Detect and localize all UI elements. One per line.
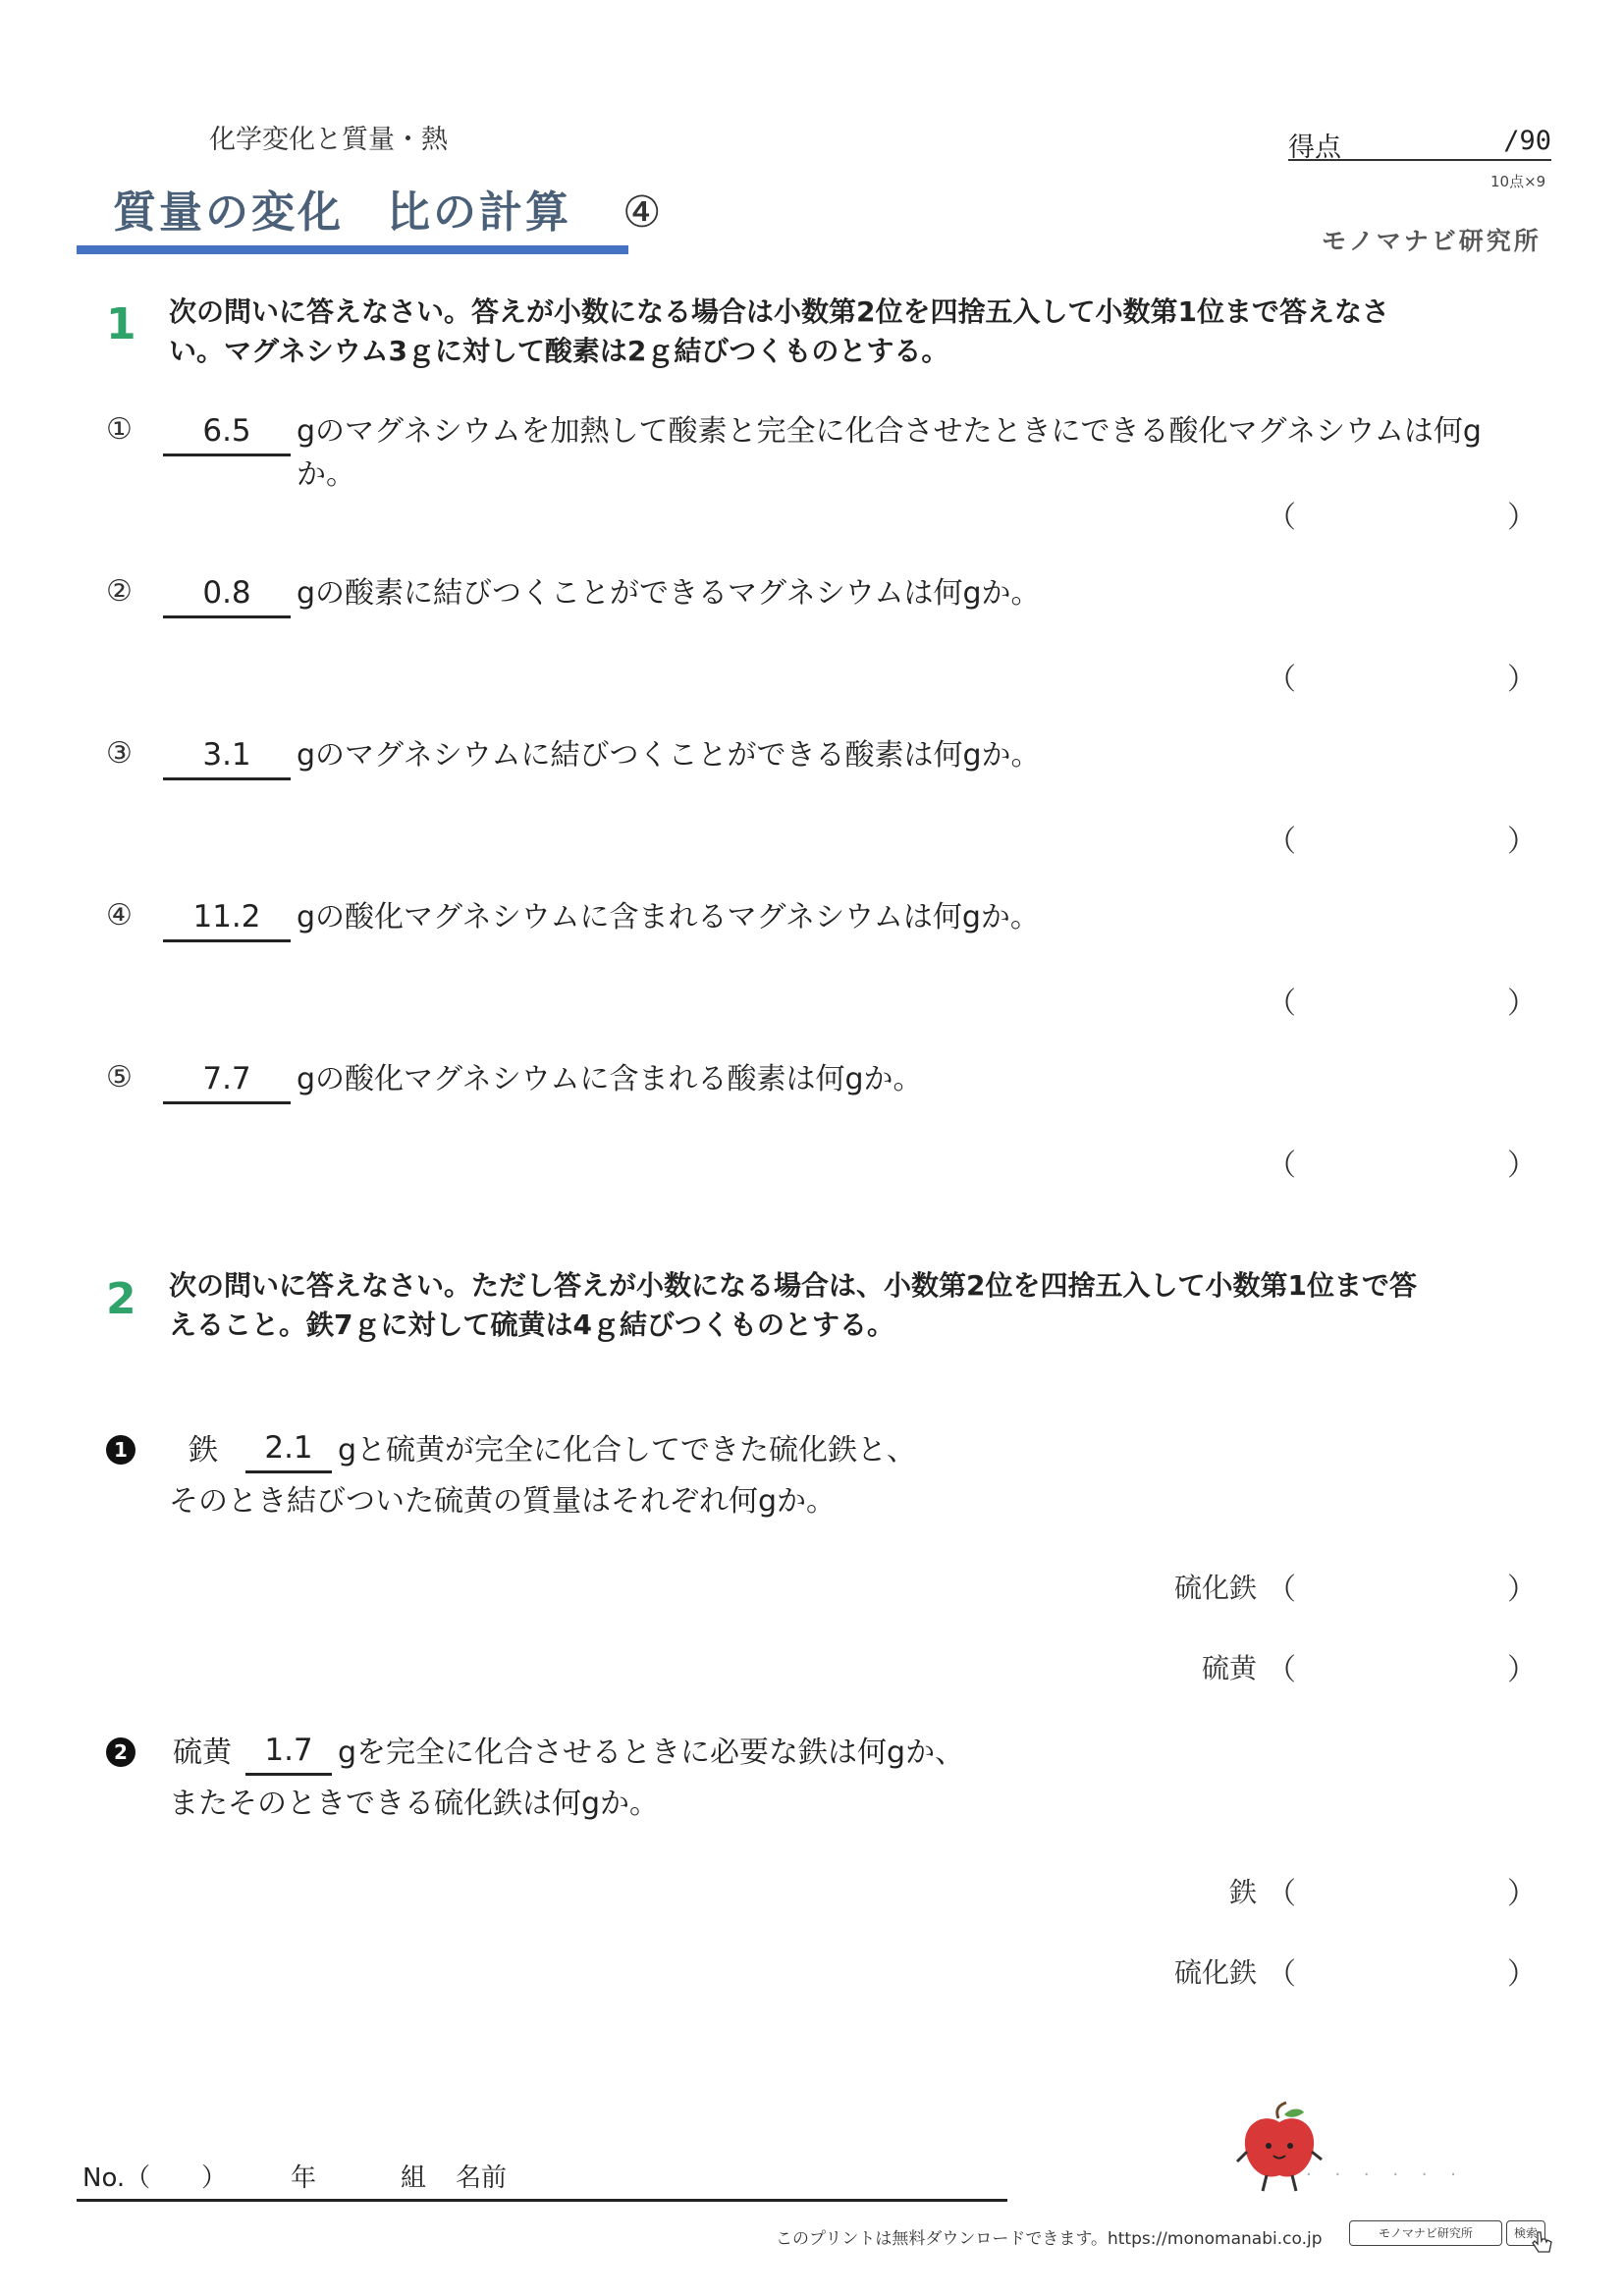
question-number: ② xyxy=(106,574,133,609)
answer-open-paren: （ xyxy=(1267,987,1296,1021)
given-value: 11.2 xyxy=(163,894,291,942)
score-box xyxy=(1288,126,1551,161)
answer-open-paren: （ xyxy=(1267,825,1296,859)
answer-field[interactable] xyxy=(1306,655,1502,694)
answer-open-paren: （ xyxy=(1267,1148,1296,1183)
title-number: ④ xyxy=(623,187,665,238)
section1-line2: い。マグネシウム3ｇに対して酸素は2ｇ結びつくものとする。 xyxy=(169,335,949,367)
question-text: gの酸素に結びつくことができるマグネシウムは何gか。 xyxy=(297,576,1041,611)
section2-instructions xyxy=(169,1266,1543,1345)
answer-field[interactable] xyxy=(1306,979,1502,1018)
answer-label-iron-sulfide: 硫化鉄 xyxy=(1173,1572,1257,1604)
question-number: ④ xyxy=(106,898,133,933)
answer-open-paren: （ xyxy=(1267,1573,1296,1607)
question-text-line2: またそのときできる硫化鉄は何gか。 xyxy=(169,1787,660,1821)
section1-line1: 次の問いに答えなさい。答えが小数になる場合は小数第2位を四捨五入して小数第1位まで答えなさ xyxy=(169,295,1389,328)
answer-field[interactable] xyxy=(1306,1645,1502,1684)
answer-close-paren: ） xyxy=(1507,501,1537,535)
question-bullet: 2 xyxy=(106,1737,135,1767)
question-text: gの酸化マグネシウムに含まれるマグネシウムは何gか。 xyxy=(297,900,1040,934)
answer-label-iron: 鉄 xyxy=(1228,1876,1257,1908)
answer-close-paren: ） xyxy=(1507,1148,1537,1183)
footer-divider xyxy=(77,2199,1007,2202)
answer-close-paren: ） xyxy=(1507,1877,1537,1911)
given-value: 3.1 xyxy=(163,732,291,780)
given-value: 1.7 xyxy=(245,1728,332,1776)
answer-label-iron-sulfide: 硫化鉄 xyxy=(1173,1956,1257,1989)
answer-close-paren: ） xyxy=(1507,1573,1537,1607)
question-prefix: 鉄 xyxy=(189,1433,218,1468)
answer-open-paren: （ xyxy=(1267,1877,1296,1911)
score-max: /90 xyxy=(1503,126,1551,156)
given-value: 0.8 xyxy=(163,570,291,618)
question-text-line1: gと硫黄が完全に化合してできた硫化鉄と、 xyxy=(338,1433,917,1468)
title-underline xyxy=(77,245,628,254)
question-text-line1: gを完全に化合させるときに必要な鉄は何gか、 xyxy=(338,1735,965,1770)
title-part-b: 比の計算 xyxy=(387,187,571,238)
answer-open-paren: （ xyxy=(1267,1653,1296,1687)
answer-close-paren: ） xyxy=(1507,987,1537,1021)
answer-field[interactable] xyxy=(1306,1141,1502,1180)
score-label: 得点 xyxy=(1288,133,1341,163)
question-number: ① xyxy=(106,412,133,447)
footer-name: 名前 xyxy=(456,2163,508,2193)
search-button[interactable]: 検索 xyxy=(1506,2220,1545,2246)
answer-open-paren: （ xyxy=(1267,1957,1296,1992)
answer-field[interactable] xyxy=(1306,1949,1502,1989)
footer-year: 年 xyxy=(291,2163,317,2193)
given-value: 7.7 xyxy=(163,1056,291,1104)
given-value: 2.1 xyxy=(245,1425,332,1473)
answer-field[interactable] xyxy=(1306,1869,1502,1908)
question-text-line2: そのとき結びついた硫黄の質量はそれぞれ何gか。 xyxy=(169,1484,837,1519)
answer-close-paren: ） xyxy=(1507,1957,1537,1992)
page-title xyxy=(113,177,664,240)
question-number: ⑤ xyxy=(106,1060,133,1095)
answer-close-paren: ） xyxy=(1507,825,1537,859)
section2-line2: えること。鉄7ｇに対して硫黄は4ｇ結びつくものとする。 xyxy=(169,1308,894,1341)
title-part-a: 質量の変化 xyxy=(113,187,344,238)
subject-label: 化学変化と質量・熱 xyxy=(209,125,448,155)
section1-number: 1 xyxy=(106,299,136,349)
question-text xyxy=(297,410,1482,497)
answer-field[interactable] xyxy=(1306,1565,1502,1604)
question-number: ③ xyxy=(106,736,133,771)
section2-number: 2 xyxy=(106,1274,136,1324)
answer-field[interactable] xyxy=(1306,493,1502,532)
question-text: gのマグネシウムに結びつくことができる酸素は何gか。 xyxy=(297,738,1041,773)
copyright-text: このプリントは無料ダウンロードできます。https://monomanabi.co.jp xyxy=(776,2229,1323,2249)
pointer-hand-icon xyxy=(1532,2230,1553,2256)
search-box[interactable]: モノマナビ研究所 xyxy=(1349,2220,1502,2246)
answer-field[interactable] xyxy=(1306,817,1502,856)
question-text-line1: gのマグネシウムを加熱して酸素と完全に化合させたときにできる酸化マグネシウムは何g xyxy=(297,414,1482,449)
answer-close-paren: ） xyxy=(1507,663,1537,697)
footer-class: 組 xyxy=(401,2163,427,2193)
decorative-dots: · · · · · · xyxy=(1306,2164,1465,2185)
section1-instructions xyxy=(169,293,1543,371)
question-text-line2: か。 xyxy=(297,457,355,492)
question-prefix: 硫黄 xyxy=(173,1735,232,1770)
answer-label-sulfur: 硫黄 xyxy=(1201,1652,1257,1684)
score-note: 10点×9 xyxy=(1490,173,1546,190)
answer-close-paren: ） xyxy=(1507,1653,1537,1687)
answer-open-paren: （ xyxy=(1267,663,1296,697)
answer-open-paren: （ xyxy=(1267,501,1296,535)
question-text: gの酸化マグネシウムに含まれる酸素は何gか。 xyxy=(297,1062,923,1096)
section2-line1: 次の問いに答えなさい。ただし答えが小数になる場合は、小数第2位を四捨五入して小数第1位まで答 xyxy=(169,1269,1417,1302)
footer-number: No.（ ） xyxy=(82,2163,228,2193)
brand-logo: モノマナビ研究所 xyxy=(1322,227,1542,255)
given-value: 6.5 xyxy=(163,408,291,456)
question-bullet: 1 xyxy=(106,1435,135,1465)
